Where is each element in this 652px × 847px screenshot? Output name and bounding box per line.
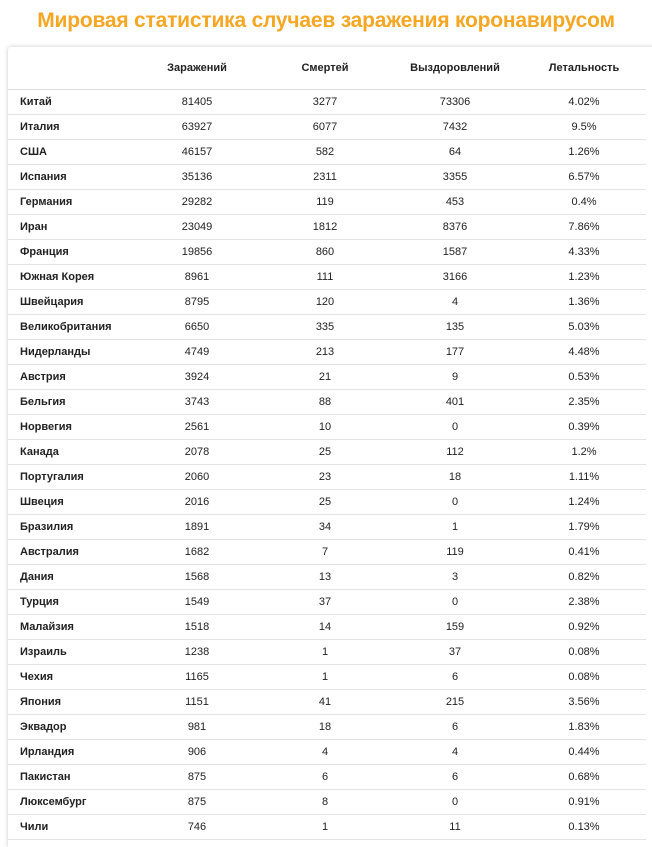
lethality-cell: 1.79% [522, 515, 646, 540]
infected-cell: 46157 [132, 140, 262, 165]
infected-cell: 19856 [132, 240, 262, 265]
country-cell: Южная Корея [8, 265, 132, 290]
deaths-cell: 13 [262, 565, 388, 590]
country-cell: Китай [8, 90, 132, 115]
table-row [8, 690, 646, 715]
recovered-cell: 73306 [388, 90, 522, 115]
recovered-cell: 119 [388, 540, 522, 565]
infected-cell: 81405 [132, 90, 262, 115]
deaths-cell: 335 [262, 315, 388, 340]
lethality-cell: 0.92% [522, 615, 646, 640]
infected-cell: 63927 [132, 115, 262, 140]
recovered-cell: 3166 [388, 265, 522, 290]
lethality-cell: 2.35% [522, 390, 646, 415]
recovered-cell: 177 [388, 340, 522, 365]
lethality-cell: 1.83% [522, 715, 646, 740]
stats-card [8, 47, 652, 847]
country-cell: Эквадор [8, 715, 132, 740]
infected-cell: 875 [132, 790, 262, 815]
country-cell: Германия [8, 190, 132, 215]
infected-cell: 2060 [132, 465, 262, 490]
deaths-cell: 18 [262, 715, 388, 740]
table-row [8, 590, 646, 615]
lethality-cell: 0.82% [522, 565, 646, 590]
deaths-cell: 3277 [262, 90, 388, 115]
table-row [8, 415, 646, 440]
infected-cell: 35136 [132, 165, 262, 190]
recovered-cell: 453 [388, 190, 522, 215]
table-row [8, 490, 646, 515]
deaths-cell: 582 [262, 140, 388, 165]
table-row [8, 90, 646, 115]
lethality-cell: 1.24% [522, 490, 646, 515]
infected-cell: 1518 [132, 615, 262, 640]
table-header [8, 47, 646, 90]
lethality-cell: 9.5% [522, 115, 646, 140]
lethality-cell: 0.4% [522, 190, 646, 215]
country-cell: Швеция [8, 490, 132, 515]
page-title: Мировая статистика случаев заражения коронавирусом [37, 9, 615, 32]
table-row [8, 465, 646, 490]
recovered-cell: 0 [388, 590, 522, 615]
country-cell: Норвегия [8, 415, 132, 440]
header-lethality: Летальность [522, 47, 646, 90]
infected-cell: 1568 [132, 565, 262, 590]
deaths-cell: 41 [262, 690, 388, 715]
header-country [8, 47, 132, 90]
lethality-cell: 1.11% [522, 465, 646, 490]
country-cell: Испания [8, 165, 132, 190]
deaths-cell: 1 [262, 815, 388, 840]
country-cell: Великобритания [8, 315, 132, 340]
deaths-cell: 37 [262, 590, 388, 615]
infected-cell: 1165 [132, 665, 262, 690]
country-cell: Малайзия [8, 615, 132, 640]
country-cell: Нидерланды [8, 340, 132, 365]
header-deaths: Смертей [262, 47, 388, 90]
deaths-cell: 4 [262, 740, 388, 765]
recovered-cell: 0 [388, 415, 522, 440]
table-row [8, 515, 646, 540]
recovered-cell: 159 [388, 615, 522, 640]
lethality-cell: 3.56% [522, 690, 646, 715]
deaths-cell: 1 [262, 640, 388, 665]
table-row [8, 190, 646, 215]
country-cell: Иран [8, 215, 132, 240]
deaths-cell: 6077 [262, 115, 388, 140]
table-row [8, 215, 646, 240]
deaths-cell: 111 [262, 265, 388, 290]
lethality-cell: 0.44% [522, 740, 646, 765]
deaths-cell: 6 [262, 765, 388, 790]
lethality-cell: 1.23% [522, 265, 646, 290]
infected-cell: 1682 [132, 540, 262, 565]
infected-cell: 2078 [132, 440, 262, 465]
deaths-cell: 14 [262, 615, 388, 640]
infected-cell: 29282 [132, 190, 262, 215]
deaths-cell: 120 [262, 290, 388, 315]
table-row [8, 790, 646, 815]
infected-cell: 875 [132, 765, 262, 790]
recovered-cell: 8376 [388, 215, 522, 240]
country-cell: Дания [8, 565, 132, 590]
infected-cell: 3924 [132, 365, 262, 390]
table-row [8, 440, 646, 465]
deaths-cell: 25 [262, 440, 388, 465]
table-body [8, 90, 646, 840]
table-row [8, 390, 646, 415]
deaths-cell: 34 [262, 515, 388, 540]
country-cell: Чили [8, 815, 132, 840]
infected-cell: 1549 [132, 590, 262, 615]
header-recovered: Выздоровлений [388, 47, 522, 90]
table-row [8, 540, 646, 565]
country-cell: Япония [8, 690, 132, 715]
deaths-cell: 1812 [262, 215, 388, 240]
table-row [8, 290, 646, 315]
recovered-cell: 3355 [388, 165, 522, 190]
country-cell: Бельгия [8, 390, 132, 415]
deaths-cell: 7 [262, 540, 388, 565]
lethality-cell: 0.08% [522, 665, 646, 690]
lethality-cell: 0.39% [522, 415, 646, 440]
table-row [8, 315, 646, 340]
recovered-cell: 401 [388, 390, 522, 415]
table-row [8, 765, 646, 790]
recovered-cell: 7432 [388, 115, 522, 140]
recovered-cell: 0 [388, 790, 522, 815]
infected-cell: 3743 [132, 390, 262, 415]
table-row [8, 365, 646, 390]
table-row [8, 715, 646, 740]
deaths-cell: 8 [262, 790, 388, 815]
deaths-cell: 10 [262, 415, 388, 440]
lethality-cell: 0.53% [522, 365, 646, 390]
table-row [8, 565, 646, 590]
country-cell: Ирландия [8, 740, 132, 765]
lethality-cell: 1.36% [522, 290, 646, 315]
lethality-cell: 6.57% [522, 165, 646, 190]
recovered-cell: 0 [388, 490, 522, 515]
recovered-cell: 9 [388, 365, 522, 390]
deaths-cell: 88 [262, 390, 388, 415]
infected-cell: 981 [132, 715, 262, 740]
table-row [8, 165, 646, 190]
lethality-cell: 0.91% [522, 790, 646, 815]
country-cell: Чехия [8, 665, 132, 690]
lethality-cell: 1.26% [522, 140, 646, 165]
infected-cell: 1891 [132, 515, 262, 540]
recovered-cell: 18 [388, 465, 522, 490]
recovered-cell: 1 [388, 515, 522, 540]
country-cell: Турция [8, 590, 132, 615]
deaths-cell: 23 [262, 465, 388, 490]
table-row [8, 115, 646, 140]
infected-cell: 6650 [132, 315, 262, 340]
table-row [8, 640, 646, 665]
table-row [8, 665, 646, 690]
deaths-cell: 21 [262, 365, 388, 390]
country-cell: Швейцария [8, 290, 132, 315]
country-cell: США [8, 140, 132, 165]
lethality-cell: 0.08% [522, 640, 646, 665]
deaths-cell: 25 [262, 490, 388, 515]
recovered-cell: 215 [388, 690, 522, 715]
recovered-cell: 64 [388, 140, 522, 165]
country-cell: Австрия [8, 365, 132, 390]
infected-cell: 8961 [132, 265, 262, 290]
country-cell: Израиль [8, 640, 132, 665]
header-infected: Заражений [132, 47, 262, 90]
infected-cell: 2016 [132, 490, 262, 515]
recovered-cell: 3 [388, 565, 522, 590]
country-cell: Канада [8, 440, 132, 465]
lethality-cell: 5.03% [522, 315, 646, 340]
country-cell: Бразилия [8, 515, 132, 540]
recovered-cell: 135 [388, 315, 522, 340]
country-cell: Франция [8, 240, 132, 265]
header-row [8, 47, 646, 90]
lethality-cell: 2.38% [522, 590, 646, 615]
lethality-cell: 4.48% [522, 340, 646, 365]
country-cell: Пакистан [8, 765, 132, 790]
deaths-cell: 213 [262, 340, 388, 365]
lethality-cell: 0.13% [522, 815, 646, 840]
infected-cell: 1238 [132, 640, 262, 665]
recovered-cell: 4 [388, 740, 522, 765]
recovered-cell: 6 [388, 715, 522, 740]
deaths-cell: 1 [262, 665, 388, 690]
recovered-cell: 112 [388, 440, 522, 465]
infected-cell: 4749 [132, 340, 262, 365]
table-row [8, 240, 646, 265]
infected-cell: 23049 [132, 215, 262, 240]
deaths-cell: 860 [262, 240, 388, 265]
lethality-cell: 4.33% [522, 240, 646, 265]
deaths-cell: 2311 [262, 165, 388, 190]
recovered-cell: 37 [388, 640, 522, 665]
infected-cell: 2561 [132, 415, 262, 440]
infected-cell: 906 [132, 740, 262, 765]
lethality-cell: 0.41% [522, 540, 646, 565]
recovered-cell: 6 [388, 665, 522, 690]
table-row [8, 265, 646, 290]
infected-cell: 8795 [132, 290, 262, 315]
infected-cell: 1151 [132, 690, 262, 715]
table-row [8, 740, 646, 765]
infected-cell: 746 [132, 815, 262, 840]
recovered-cell: 11 [388, 815, 522, 840]
country-cell: Австралия [8, 540, 132, 565]
lethality-cell: 7.86% [522, 215, 646, 240]
country-cell: Люксембург [8, 790, 132, 815]
country-cell: Португалия [8, 465, 132, 490]
lethality-cell: 0.68% [522, 765, 646, 790]
table-row [8, 815, 646, 840]
recovered-cell: 6 [388, 765, 522, 790]
lethality-cell: 4.02% [522, 90, 646, 115]
table-row [8, 340, 646, 365]
recovered-cell: 1587 [388, 240, 522, 265]
table-row [8, 615, 646, 640]
lethality-cell: 1.2% [522, 440, 646, 465]
recovered-cell: 4 [388, 290, 522, 315]
table-row [8, 140, 646, 165]
country-cell: Италия [8, 115, 132, 140]
stats-table [8, 47, 646, 840]
deaths-cell: 119 [262, 190, 388, 215]
